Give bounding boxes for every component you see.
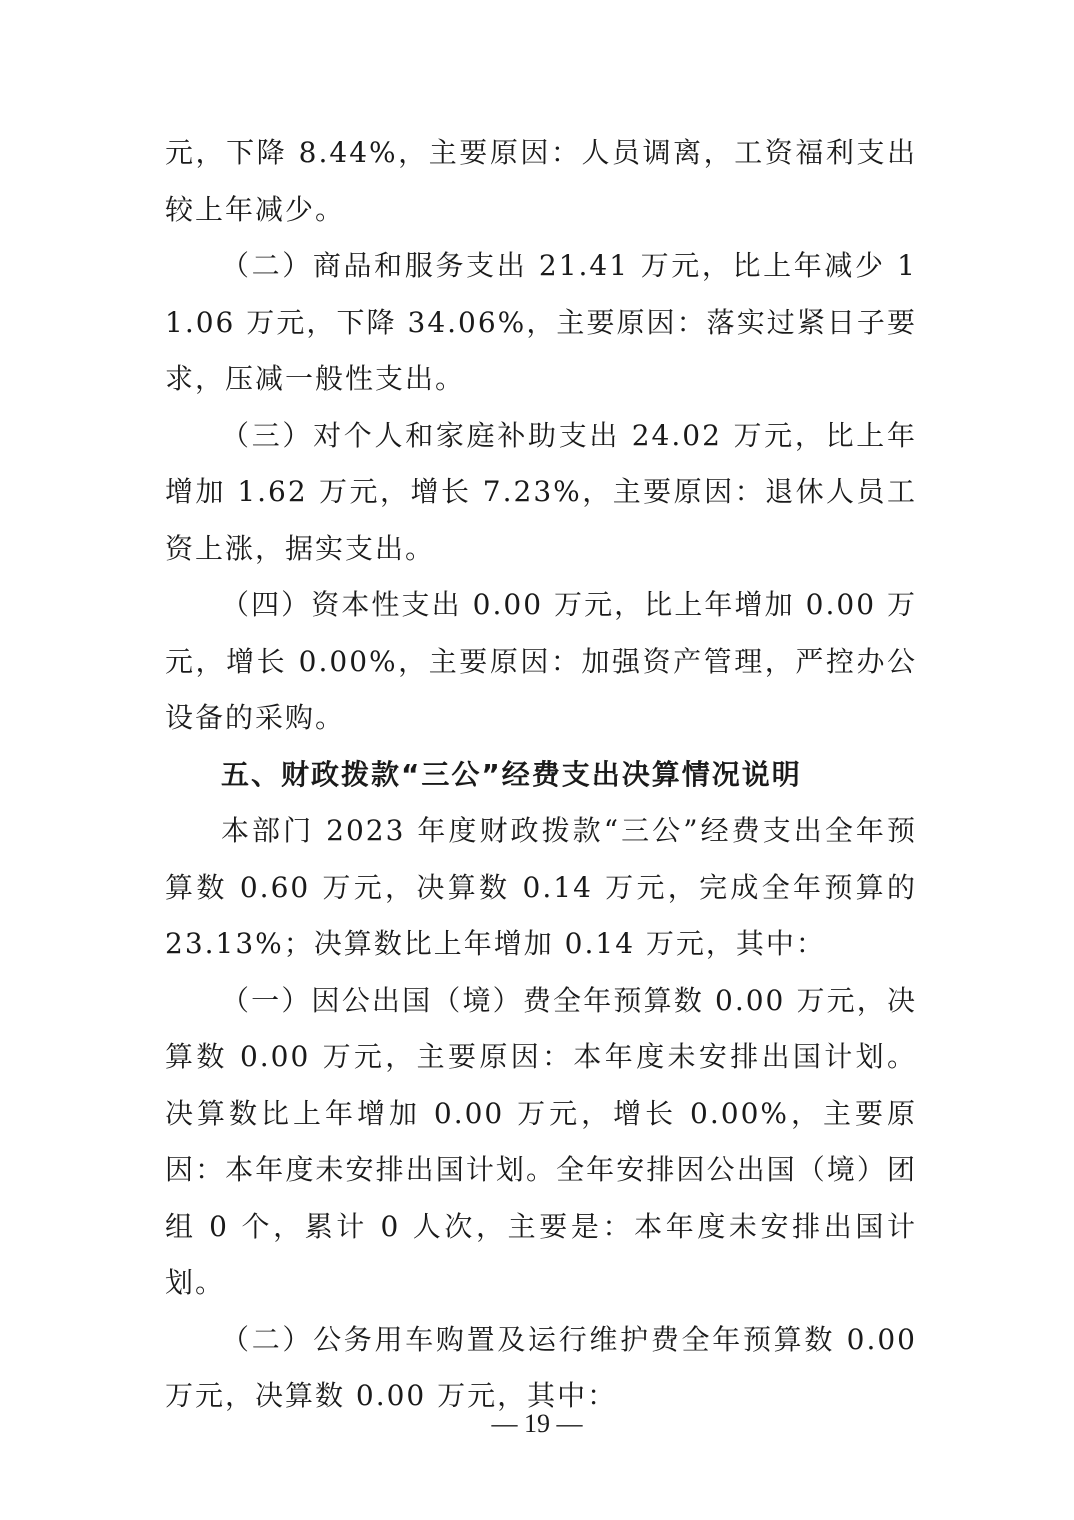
paragraph-goods-services-expense: （二）商品和服务支出 21.41 万元，比上年减少 11.06 万元，下降 34.06%，主要原因：落实过紧日子要求，压减一般性支出。 <box>165 249 917 395</box>
paragraph-overseas-travel-expense: （一）因公出国（境）费全年预算数 0.00 万元，决算数 0.00 万元，主要原因：本年度未安排出国计划。决算数比上年增加 0.00 万元，增长 0.00%，主要原因：本年度未安排出国计划。全年安排因公出国（境）团组 0 个，累计 0 人次，主要是：本年度未安排出国计划。 <box>165 983 917 1299</box>
document-body <box>165 125 917 1425</box>
paragraph-capital-expense: （四）资本性支出 0.00 万元，比上年增加 0.00 万元，增长 0.00%，主要原因：加强资产管理，严控办公设备的采购。 <box>165 588 917 734</box>
page-number: — 19 — <box>491 1409 583 1438</box>
paragraph-personnel-expense-tail: 元，下降 8.44%，主要原因：人员调离，工资福利支出较上年减少。 <box>165 136 917 226</box>
section-heading-three-public-expenses: 五、财政拨款“三公”经费支出决算情况说明 <box>221 757 802 791</box>
paragraph-official-vehicle-expense: （二）公务用车购置及运行维护费全年预算数 0.00 万元，决算数 0.00 万元，其中： <box>165 1322 917 1412</box>
paragraph-three-public-summary: 本部门 2023 年度财政拨款“三公”经费支出全年预算数 0.60 万元，决算数 0.14 万元，完成全年预算的 23.13%；决算数比上年增加 0.14 万元，其中： <box>165 814 917 960</box>
paragraph-household-subsidy-expense: （三）对个人和家庭补助支出 24.02 万元，比上年增加 1.62 万元，增长 7.23%，主要原因：退休人员工资上涨，据实支出。 <box>165 418 917 565</box>
